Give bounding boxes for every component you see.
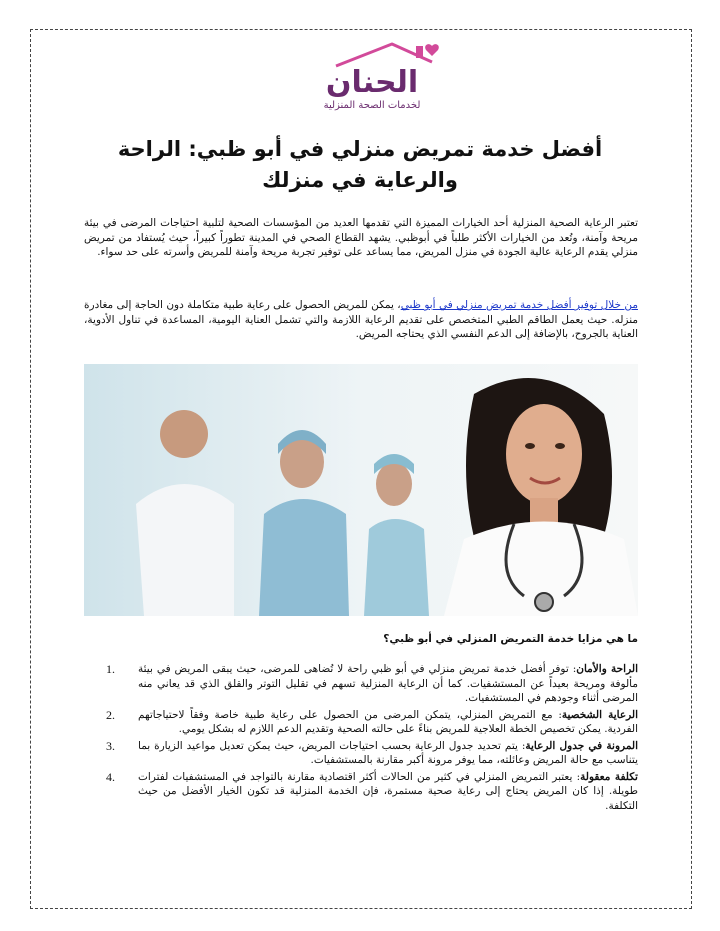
benefit-title: المرونة في جدول الرعاية <box>525 739 639 752</box>
service-paragraph-text: ، يمكن للمريض الحصول على رعاية طبية متكاملة دون الحاجة إلى مغادرة منزله. حيث يعمل الطاقم الطبي المتخصص على تقديم الرعاية اللازمة والتي تشمل العناية اليومية، المساعدة في تناول الأدوية، العناية بالجروح، بالإضافة إلى الدعم النفسي الذي يحتاجه المريض. <box>84 299 638 340</box>
benefit-text: : يعتبر التمريض المنزلي في كثير من الحالات أكثر اقتصادية مقارنة بالتواجد في المستشفيات لفترات طويلة. إذا كان المريض يحتاج إلى رعاية صحية مستمرة، فإن الخدمة المنزلية قد تكون الخيار الأفضل من حيث التكلفة. <box>138 770 638 812</box>
service-link[interactable]: من خلال توفير أفضل خدمة تمريض منزلي في أبو ظبي <box>400 299 638 311</box>
list-item <box>84 770 638 814</box>
house-roof-icon <box>296 40 448 112</box>
benefits-heading: ما هي مزايا خدمة التمريض المنزلي في أبو ظبي؟ <box>383 633 638 645</box>
list-number: 4. <box>106 769 115 784</box>
list-item <box>84 662 638 706</box>
nurse-photo <box>84 364 638 616</box>
brand-tagline: لخدمات الصحة المنزلية <box>323 100 421 111</box>
brand-name: الحنان <box>325 65 419 100</box>
benefit-text: : يتم تحديد جدول الرعاية بحسب احتياجات المريض، حيث يمكن تعديل مواعيد الزيارة بما يتناسب مع حالة المريض وعائلته، مما يوفر مرونة أكبر مقارنة بالمستشفيات. <box>138 739 638 766</box>
list-number: 1. <box>106 662 115 676</box>
service-paragraph <box>84 298 638 342</box>
article-title: أفضل خدمة تمريض منزلي في أبو ظبي: الراحة والرعاية في منزلك <box>117 137 603 192</box>
benefit-text: : توفر أفضل خدمة تمريض منزلي في أبو ظبي راحة لا تُضاهى للمرضى، حيث يبقى المريض في بيئة مألوفة ومريحة بعيداً عن المستشفيات. كما أن الرعاية المنزلية تسهم في تقليل التوتر والقلق الذي قد يعاني منه المرضى أثناء وجودهم في المستشفيات. <box>138 663 638 704</box>
benefit-title: الراحة والأمان <box>576 663 638 675</box>
benefits-list <box>84 662 638 815</box>
benefit-text: : مع التمريض المنزلي، يتمكن المرضى من الحصول على رعاية طبية خاصة وفقاً لاحتياجاتهم الفردية. يمكن تخصيص الخطة العلاجية للمريض بناءً على حالته الصحية وتقديم الدعم اللازم له بشكل يومي. <box>138 708 638 735</box>
benefit-title: تكلفة معقولة <box>580 770 638 783</box>
intro-paragraph: تعتبر الرعاية الصحية المنزلية أحد الخيارات المميزة التي تقدمها العديد من المؤسسات الصحية لتلبية احتياجات المرضى في بيئة مريحة وآمنة، وتُعد من الخيارات الأكثر طلباً في أبوظبي. يشهد القطاع الصحي في المدينة تطوراً كبيراً، حيث يُستفاد من تمريض منزلي يقدم الرعاية عالية الجودة في منزل المريض، مما يساعد على توفير تجربة مريحة وآمنة للمريض وأسرته على حد سواء. <box>84 217 638 258</box>
list-number: 3. <box>106 738 115 753</box>
list-item <box>84 739 638 768</box>
list-number: 2. <box>106 707 115 722</box>
benefit-title: الرعاية الشخصية <box>561 708 638 721</box>
list-item <box>84 708 638 737</box>
brand-logo <box>296 40 448 112</box>
